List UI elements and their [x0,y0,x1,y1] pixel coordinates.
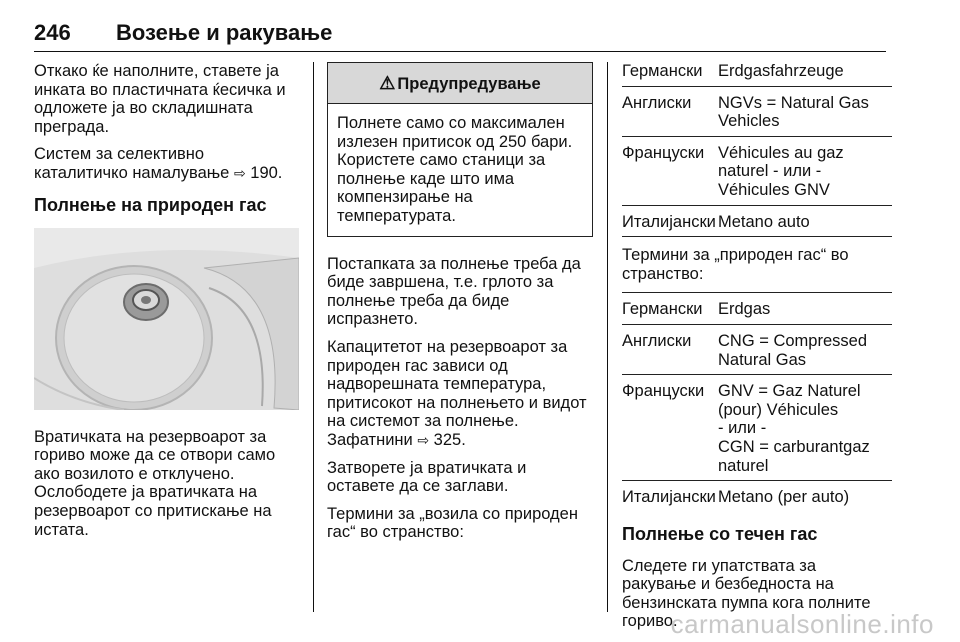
table-row [622,136,892,205]
term-cell: Metano auto [718,212,810,231]
table-row [622,205,892,237]
paragraph: Термини за „природен гас“ во странство: [622,236,892,283]
warning-body: Полнете само со максимален излезен притисок од 250 бари. Користете само станици за полнење каде што има компензирање на температурата. [337,114,573,225]
term-cell: Metano (per auto) [718,488,850,507]
fuel-filler-illustration [34,228,299,410]
column-divider [607,62,608,612]
table-row [622,374,892,480]
paragraph: Вратичката на резервоарот за гориво може да се отвори само ако возилото е отклучено. Ослободете ја вратичката на резервоарот со притискање на истата. [34,427,276,539]
language-cell: Италијански [622,488,716,507]
language-cell: Англиски [622,93,692,112]
page-header [34,20,886,54]
paragraph [34,145,300,182]
paragraph [327,338,593,450]
watermark: carmanualsonline.info [670,609,934,639]
page-reference[interactable]: 325. [433,430,466,449]
language-cell: Германски [622,62,703,80]
term-cell: Erdgas [718,300,771,319]
vehicle-terms-table [622,62,892,236]
language-cell: Италијански [622,212,716,231]
paragraph: Откако ќе наполните, ставете ја инката во пластичната ќесичка и одложете ја во складишната преграда. [34,62,286,136]
section-heading: Полнење со течен гас [622,523,818,544]
paragraph: Следете ги упатствата за ракување и безбедноста на бензинската пумпа кога полните гориво. [622,556,871,631]
term-cell: NGVs = Natural Gas Vehicles [718,93,869,131]
language-cell: Германски [622,300,703,319]
term-cell: Erdgasfahrzeuge [718,62,844,80]
section-heading: Полнење на природен гас [34,194,267,215]
term-cell: Véhicules au gaz naturel - или - Véhicules GNV [718,143,844,199]
table-row [622,480,892,512]
language-cell: Англиски [622,331,692,350]
table-row [622,62,892,86]
language-cell: Француски [622,143,705,162]
header-rule [34,51,886,52]
term-cell: CNG = Compressed Natural Gas [718,331,868,369]
warning-box [327,62,593,237]
chapter-title: Возење и ракување [116,20,333,45]
warning-title [328,63,592,104]
column-right [622,62,892,640]
fuel-filler-door-photo [34,228,299,410]
warning-title-text: Предупредување [397,75,541,93]
column-left [34,62,300,548]
table-row [622,292,892,324]
table-row [622,324,892,374]
reference-arrow-icon: ⇨ [417,431,430,448]
paragraph-text: Систем за селективно каталитичко намалување [34,145,230,182]
language-cell: Француски [622,382,705,401]
paragraph-text: Капацитетот на резервоарот за природен гас зависи од надворешната температура, притисокот на полнењето и видот на системот за полнење. Зафатнини [327,337,587,449]
reference-arrow-icon: ⇨ [233,164,246,181]
page-reference[interactable]: 190. [250,163,283,182]
paragraph: Постапката за полнење треба да биде завршена, т.е. грлото за полнење треба да биде испразнето. [327,254,581,329]
paragraph: Затворете ја вратичката и оставете да се заглави. [327,458,527,496]
gas-terms-table [622,292,892,511]
table-row [622,86,892,136]
warning-triangle-icon: ⚠ [379,73,396,93]
paragraph: Термини за „возила со природен гас“ во странство: [327,504,578,542]
term-cell: GNV = Gaz Naturel (pour) Véhicules - или - CGN = carburantgaz naturel [718,382,870,475]
page-number: 246 [34,20,71,45]
column-middle [327,62,593,551]
column-divider [313,62,314,612]
